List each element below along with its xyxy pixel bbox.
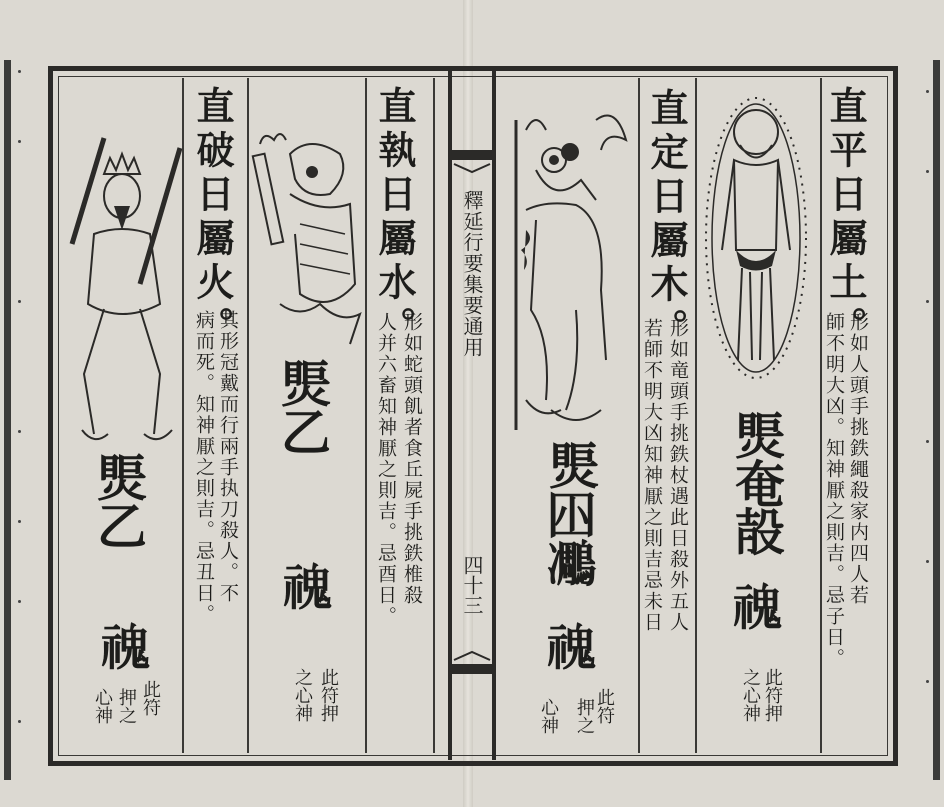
section-text-line: 形如竜頭手挑鉄杖遇此日殺外五人 xyxy=(667,318,689,633)
page-number: 四十三 xyxy=(460,555,484,615)
talisman-caption: 心神 xyxy=(92,688,113,724)
talisman-caption: 此符押 xyxy=(318,668,339,722)
talisman-caption: 之心神 xyxy=(292,668,313,722)
right-edge-stripe xyxy=(933,60,940,780)
upper-fishtail-mark xyxy=(452,150,492,174)
section-heading: 直定日屬木。 xyxy=(644,88,689,352)
talisman-glyph: 㷡乙 xyxy=(89,452,148,548)
column-divider xyxy=(247,78,249,753)
section-text-line: 形如蛇頭飢者食丘屍手挑鉄椎殺 xyxy=(401,312,423,606)
column-divider xyxy=(695,78,697,753)
column-divider xyxy=(365,78,367,753)
left-edge-stripe xyxy=(4,60,11,780)
snake-head-figure xyxy=(250,124,362,354)
section-text-line: 病而死。知神厭之則吉。忌丑日。 xyxy=(193,310,215,625)
column-divider xyxy=(433,78,435,753)
section-heading: 直平日屬土。 xyxy=(823,86,868,350)
crowned-warrior-figure xyxy=(64,134,184,446)
section-text-line: 人并六畜知神厭之則吉。忌酉日。 xyxy=(375,312,397,627)
talisman-glyph: 㷡乙 xyxy=(273,358,332,454)
section-heading: 直破日屬火。 xyxy=(190,86,235,350)
demon-figure-torches xyxy=(506,110,632,440)
talisman-glyph: 𩲡 xyxy=(95,620,154,668)
talisman-caption: 此符押 xyxy=(762,668,783,722)
section-text-line: 其形冠戴而行兩手执刀殺人。不 xyxy=(217,310,239,604)
talisman-caption: 押之 xyxy=(574,698,595,734)
talisman-caption: 押之 xyxy=(116,688,137,724)
talisman-glyph: 𩲡 xyxy=(541,620,600,668)
talisman-glyph: 𩲡 xyxy=(277,560,336,608)
talisman-caption: 此符 xyxy=(140,680,161,716)
section-heading: 直執日屬水。 xyxy=(372,86,417,350)
talisman-caption: 之心神 xyxy=(740,668,761,722)
talisman-glyph: 𩲡 xyxy=(727,580,786,628)
talisman-glyph: 㷡奄㱿 xyxy=(727,410,786,554)
section-text-line: 師不明大凶。知神厭之則吉。忌子日。 xyxy=(823,312,845,669)
lower-fishtail-mark xyxy=(452,650,492,674)
talisman-caption: 心神 xyxy=(538,698,559,734)
talisman-glyph: 㷡𡆧𪄄 xyxy=(541,440,600,584)
center-title: 釋延行要集要通用 xyxy=(460,190,484,358)
deity-figure-mandorla xyxy=(700,90,812,386)
section-text-line: 形如人頭手挑鉄繩殺家内四人若 xyxy=(847,312,869,606)
talisman-caption: 此符 xyxy=(594,688,615,724)
section-text-line: 若師不明大凶知神厭之則吉忌未日 xyxy=(641,318,663,633)
